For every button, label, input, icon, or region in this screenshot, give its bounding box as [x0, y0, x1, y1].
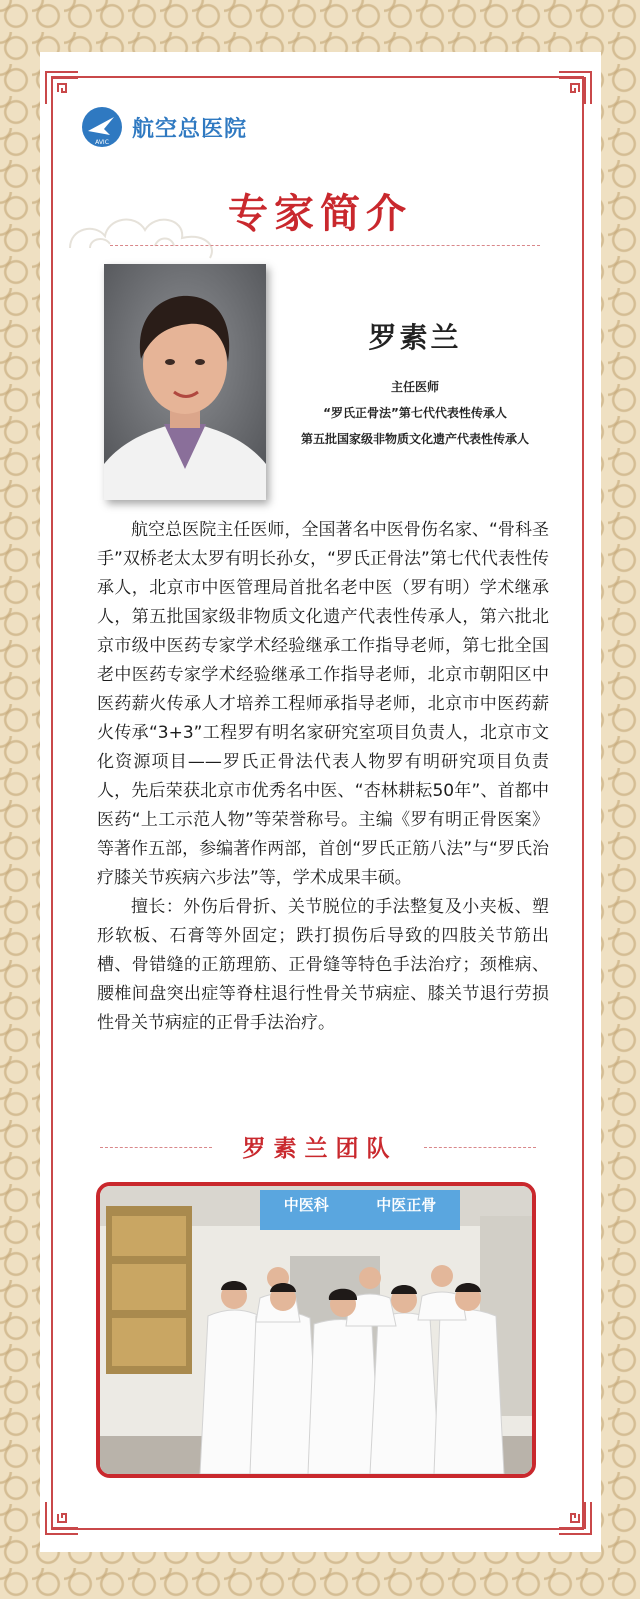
- doctor-title-line: 第五批国家级非物质文化遗产代表性传承人: [300, 432, 529, 446]
- sign-text-right: 中医正骨: [376, 1196, 437, 1214]
- svg-text:AVIC: AVIC: [95, 139, 109, 146]
- corner-ornament-icon: [557, 1500, 593, 1536]
- bio-paragraph: 擅长：外伤后骨折、关节脱位的手法整复及小夹板、塑形软板、石膏等外固定；跌打损伤后导致的四肢关节筋出槽、骨错缝的正筋理筋、正骨缝等特色手法治疗；颈椎病、腰椎间盘突出症等脊柱退行性骨关节病症、膝关节退行劳损性骨关节病症的正骨手法治疗。: [97, 897, 549, 1033]
- doctor-title-line: “罗氏正骨法”第七代代表性传承人: [323, 406, 507, 420]
- corner-ornament-icon: [557, 70, 593, 106]
- bio-paragraph: 航空总医院主任医师，全国著名中医骨伤名家、“骨科圣手”双桥老太太罗有明长孙女，“罗氏正骨法”第七代代表性传承人，北京市中医管理局首批名老中医（罗有明）学术继承人，第五批国家级非物质文化遗产代表性传承人，第六批北京市级中医药专家学术经验继承工作指导老师，第七批全国老中医药专家学术经验继承工作指导老师，北京市朝阳区中医药薪火传承人才培养工程师承指导老师，北京市中医药薪火传承“3+3”工程罗有明名家研究室项目负责人，北京市文化资源项目——罗氏正骨法代表人物罗有明研究项目负责人，先后荣获北京市优秀名中医、“杏林耕耘50年”、首都中医药“上工示范人物”等荣誉称号。主编《罗有明正骨医案》等著作五部，参编著作两部，首创“罗氏正筋八法”与“罗氏治疗膝关节疾病六步法”等，学术成果丰硕。: [97, 520, 549, 888]
- corner-ornament-icon: [44, 70, 80, 106]
- title-divider: [110, 245, 540, 246]
- doctor-titles: [275, 374, 555, 452]
- page-title: 专家简介: [228, 191, 412, 237]
- department-sign: [260, 1190, 460, 1230]
- team-photo: [96, 1182, 536, 1478]
- doctor-title-line: 主任医师: [390, 380, 439, 394]
- hospital-logo: [80, 105, 247, 149]
- team-title: 罗素兰团队: [242, 1136, 398, 1162]
- sign-text-left: 中医科: [283, 1196, 329, 1214]
- doctor-portrait: [104, 264, 266, 500]
- doctor-biography: [97, 516, 549, 1038]
- hospital-name: 航空总医院: [132, 116, 248, 142]
- doctor-name: 罗素兰: [368, 321, 462, 354]
- team-divider-right: [424, 1147, 536, 1148]
- avic-logo-icon: [80, 105, 124, 149]
- corner-ornament-icon: [44, 1500, 80, 1536]
